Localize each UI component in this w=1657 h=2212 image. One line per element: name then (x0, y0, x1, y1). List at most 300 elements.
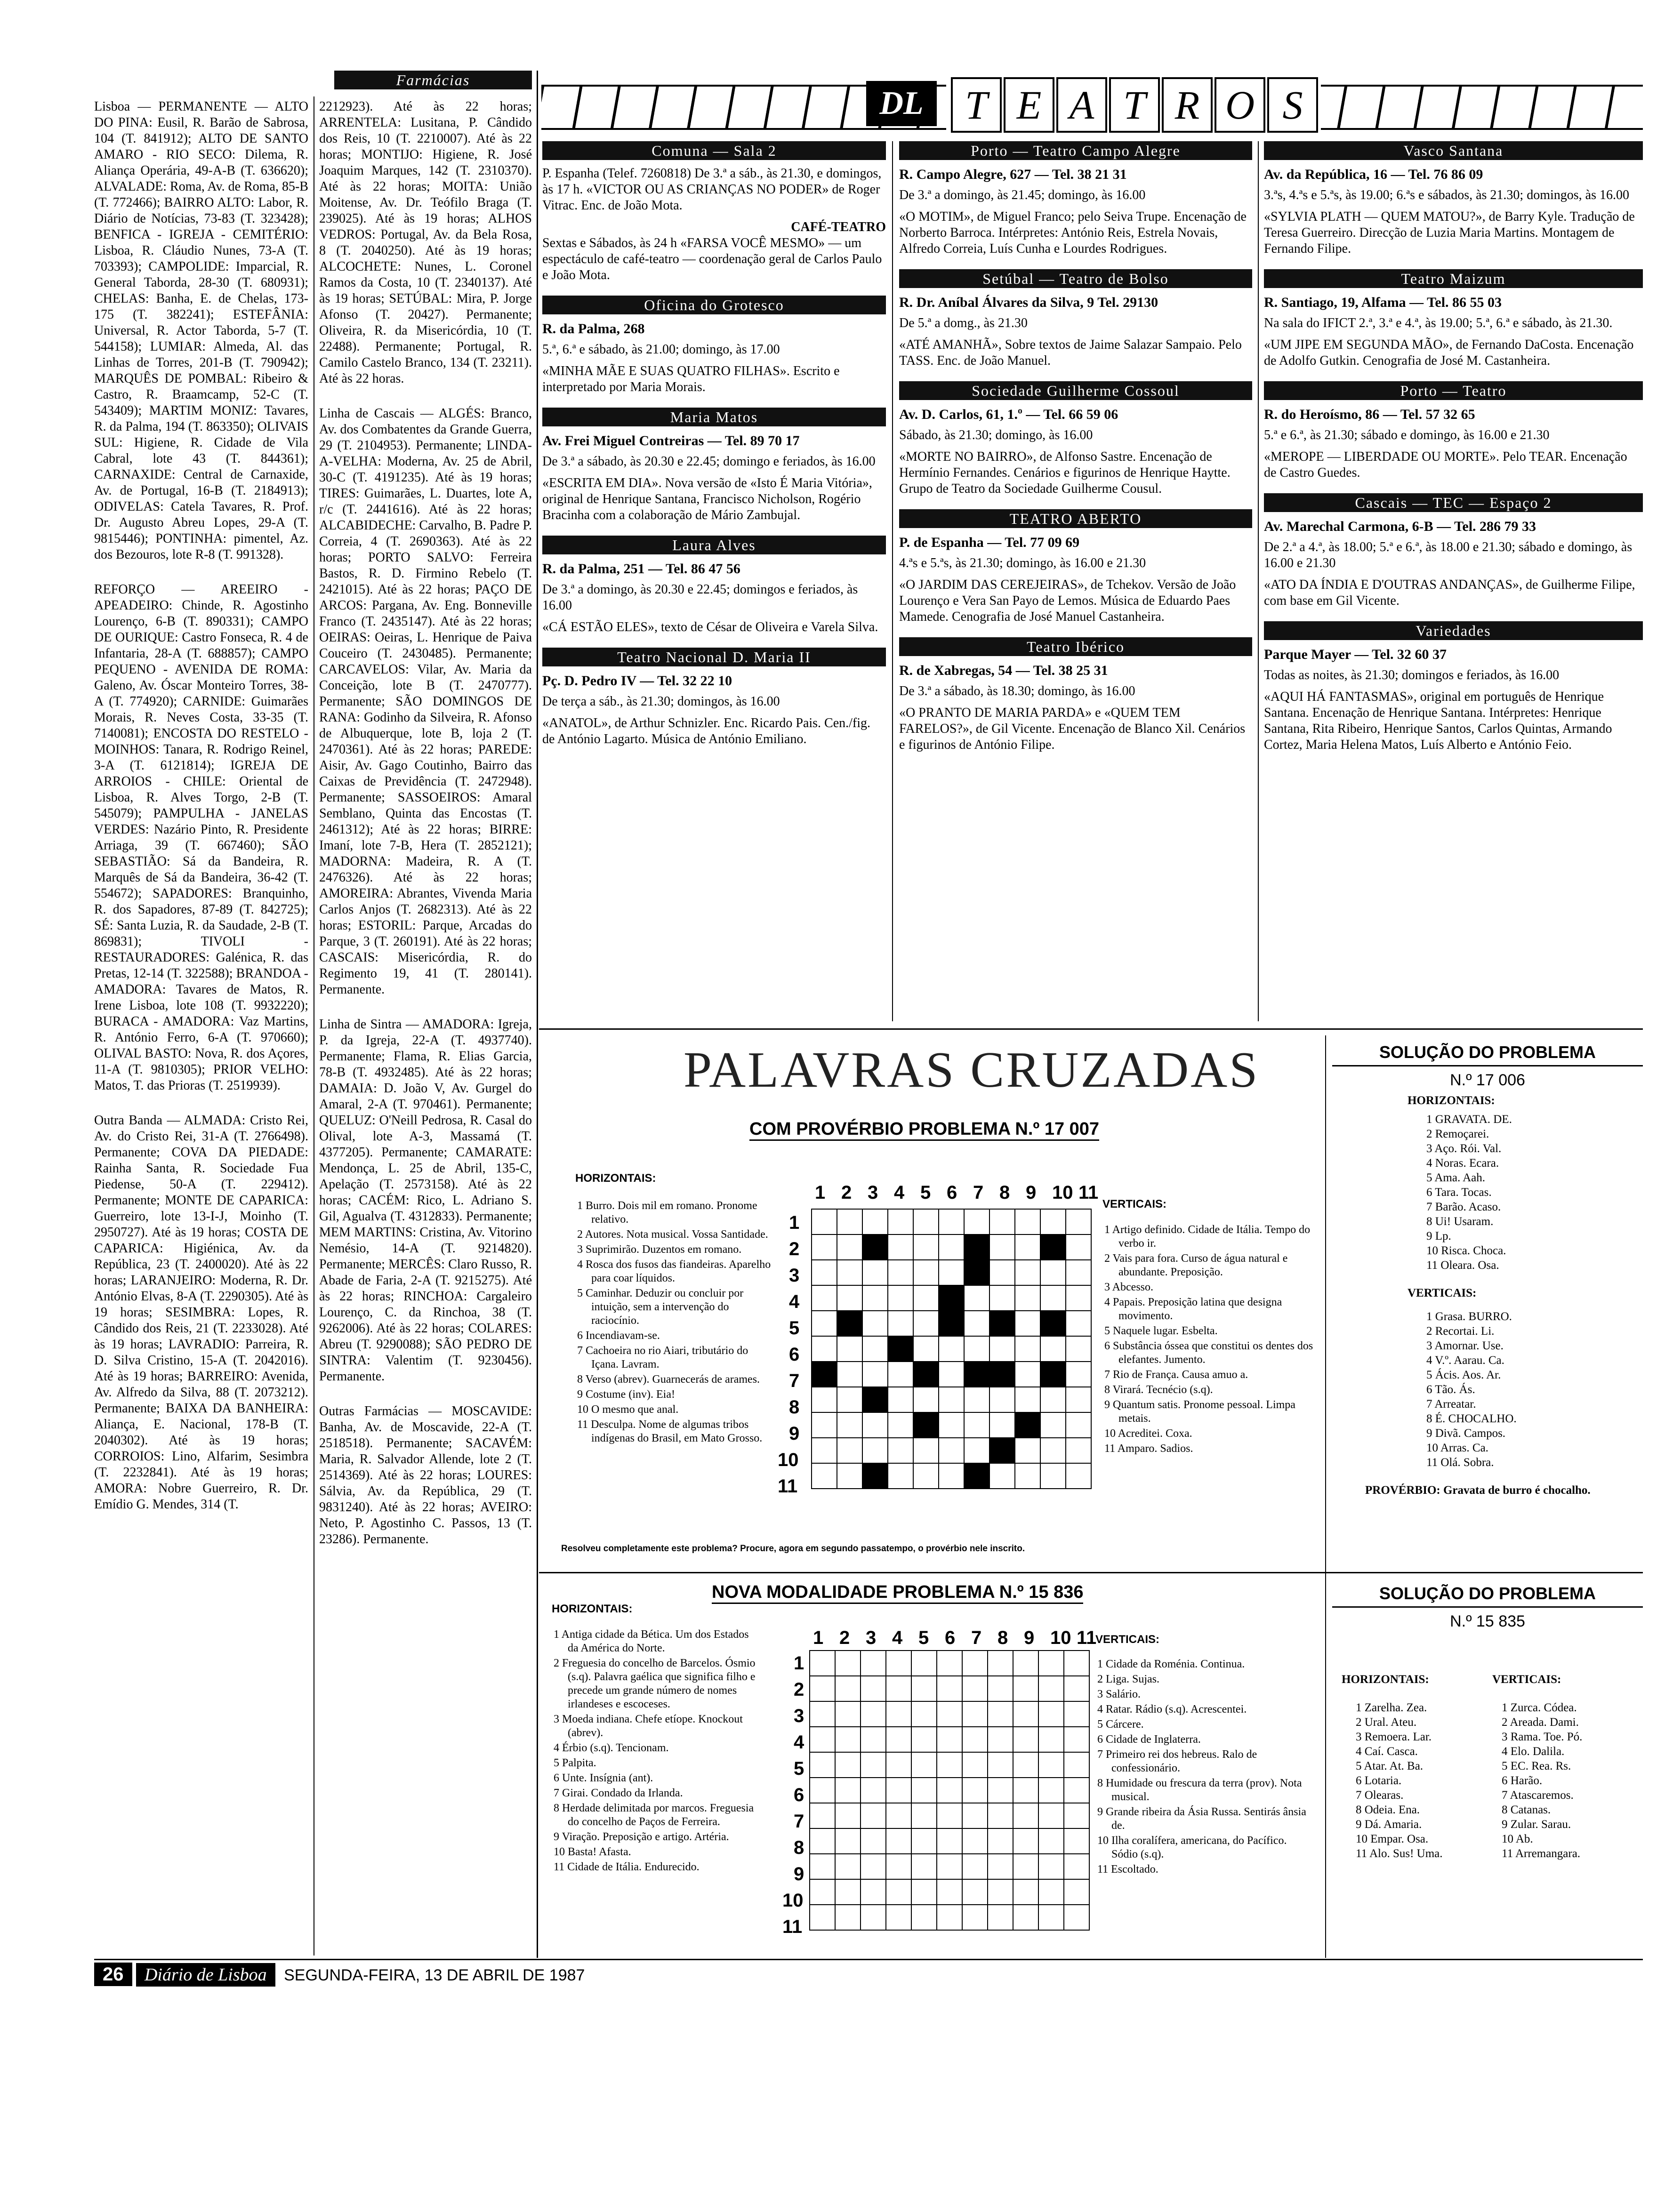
grid-cell[interactable] (886, 1701, 911, 1727)
grid-cell[interactable] (1066, 1336, 1091, 1362)
grid-cell[interactable] (1064, 1752, 1089, 1778)
grid-cell[interactable] (886, 1879, 911, 1905)
grid-cell[interactable] (1038, 1905, 1064, 1930)
grid-cell[interactable] (1064, 1803, 1089, 1828)
grid-cell[interactable] (911, 1752, 937, 1778)
grid-cell[interactable] (888, 1311, 913, 1336)
clue-item: 5 Ama. Aah. (1426, 1171, 1485, 1184)
grid-cell[interactable] (1064, 1651, 1089, 1676)
clue-item: 3 Suprimirão. Duzentos em romano. (577, 1243, 742, 1256)
grid-cell[interactable] (962, 1778, 988, 1803)
clue-item: 8 Ui! Usaram. (1426, 1215, 1494, 1228)
grid-cell[interactable] (835, 1879, 861, 1905)
grid-cell[interactable] (937, 1727, 962, 1752)
grid-cell[interactable] (911, 1651, 937, 1676)
grid-row (810, 1828, 1089, 1854)
grid-cell[interactable] (911, 1803, 937, 1828)
grid-cell[interactable] (962, 1651, 988, 1676)
grid-row (810, 1854, 1089, 1879)
grid-cell[interactable] (988, 1676, 1013, 1701)
grid-cell[interactable] (937, 1701, 962, 1727)
clue-item: 7 Barão. Acaso. (1426, 1201, 1501, 1213)
grid-cell[interactable] (913, 1387, 939, 1412)
theatre-play: «CÁ ESTÃO ELES», texto de César de Oliveira e Varela Silva. (542, 620, 878, 634)
grid-cell[interactable] (911, 1905, 937, 1930)
grid-cell[interactable] (888, 1234, 913, 1260)
grid-cell[interactable] (964, 1285, 989, 1311)
grid-cell[interactable] (962, 1727, 988, 1752)
clue-item: 8 É. CHOCALHO. (1426, 1412, 1517, 1425)
grid-cell[interactable] (939, 1362, 964, 1387)
grid-cell[interactable] (911, 1676, 937, 1701)
theatre-name: Sociedade Guilherme Cossoul (899, 381, 1252, 400)
grid-cell[interactable] (862, 1285, 888, 1311)
clue-item: 11 Olá. Sobra. (1426, 1456, 1494, 1469)
crossword1-grid[interactable] (811, 1209, 1092, 1489)
solution1-number: N.º 17 006 (1450, 1071, 1525, 1089)
farmacias-lisboa-reforco: REFORÇO — AREEIRO - APEADEIRO: Chinde, R. Agostinho Lourenço, 6-B (T. 890331); CAMPO DE OURIQUE: Castro Fonseca, R. 4 de Infantaria, 28-A (T. 688857); CAMPO PEQUENO - AVENIDA DE ROMA: Galeno, Av. Óscar Monteiro Torres, 38-A (T. 774920); CARNIDE: Guimarães Morais, R. Neves Costa, 33-35 (T. 7140081); ENCOSTA DO RESTELO - MOINHOS: Tanara, R. Rodrigo Reinel, 3-A (T. 6121814); IGREJA DE ARROIOS - CHILE: Oriental de Lisboa, R. Alves Torgo, 2-B (T. 545079); PAMPULHA - JANELAS VERDES: Nazário Pinto, R. Presidente Arriaga, 39 (T. 667460); SÃO SEBASTIÃO: Sá da Bandeira, R. Marquês de Sá da Bandeira, 36-42 (T. 554672); SAPADORES: Branquinho, R. dos Sapadores, 87-89 (T. 842725); SÉ: Santa Luzia, R. da Saudade, 2-B (T. 869831); TIVOLI - RESTAURADORES: Galénica, R. das Pretas, 12-14 (T. 322588); BRANDOA - AMADORA: Tavares de Matos, R. Irene Lisboa, lote 108 (T. 9932220); BURACA - AMADORA: Vaz Martins, R. António Ferro, 6-A (T. 970660); OLIVAL BASTO: Nova, R. dos Açores, 11-A (T. 9810305); PRIOR VELHO: Matos, T. das Prioras (T. 2519939). (94, 582, 308, 1093)
grid-cell[interactable] (812, 1260, 837, 1285)
grid-cell[interactable] (1015, 1209, 1040, 1234)
grid-cell[interactable] (937, 1651, 962, 1676)
grid-cell[interactable] (888, 1209, 913, 1234)
grid-cell[interactable] (835, 1828, 861, 1854)
theatre-play: «MINHA MÃE E SUAS QUATRO FILHAS». Escrito e interpretado por Maria Morais. (542, 364, 840, 394)
grid-cell[interactable] (911, 1727, 937, 1752)
grid-cell[interactable] (837, 1412, 862, 1438)
grid-cell[interactable] (1066, 1260, 1091, 1285)
grid-cell[interactable] (937, 1778, 962, 1803)
crossword1-horiz-label: HORIZONTAIS: (575, 1172, 656, 1185)
clue-item: 2 Liga. Sujas. (1097, 1673, 1159, 1685)
grid-cell[interactable] (937, 1854, 962, 1879)
grid-cell[interactable] (1013, 1879, 1038, 1905)
grid-cell[interactable] (1066, 1209, 1091, 1234)
clue-item: 9 Quantum satis. Pronome pessoal. Limpa metais. (1104, 1399, 1295, 1425)
grid-cell[interactable] (862, 1260, 888, 1285)
grid-cell[interactable] (1013, 1701, 1038, 1727)
grid-cell[interactable] (1066, 1387, 1091, 1412)
grid-cell[interactable] (837, 1463, 862, 1489)
grid-cell[interactable] (1013, 1752, 1038, 1778)
grid-cell[interactable] (812, 1234, 837, 1260)
grid-cell[interactable] (913, 1336, 939, 1362)
grid-cell[interactable] (862, 1336, 888, 1362)
grid-cell-black (1015, 1412, 1040, 1438)
grid-cell[interactable] (913, 1311, 939, 1336)
grid-cell[interactable] (964, 1209, 989, 1234)
grid-row-number: 11 (782, 1916, 803, 1937)
theatre-name: Vasco Santana (1264, 141, 1643, 160)
grid-cell[interactable] (835, 1905, 861, 1930)
teatros-divider-2 (1258, 141, 1259, 1021)
grid-cell[interactable] (937, 1879, 962, 1905)
grid-cell[interactable] (913, 1209, 939, 1234)
grid-cell[interactable] (939, 1209, 964, 1234)
grid-cell[interactable] (913, 1234, 939, 1260)
grid-cell[interactable] (1015, 1311, 1040, 1336)
grid-cell[interactable] (835, 1752, 861, 1778)
grid-row (812, 1336, 1091, 1362)
grid-cell[interactable] (862, 1209, 888, 1234)
grid-cell[interactable] (888, 1438, 913, 1463)
grid-cell[interactable] (862, 1412, 888, 1438)
grid-cell[interactable] (1064, 1854, 1089, 1879)
grid-cell[interactable] (812, 1438, 837, 1463)
grid-cell[interactable] (835, 1854, 861, 1879)
solution2-body (1332, 1631, 1643, 1913)
grid-cell[interactable] (1064, 1778, 1089, 1803)
clue-item: 9 Grande ribeira da Ásia Russa. Sentirás ânsia de. (1097, 1806, 1306, 1832)
grid-cell[interactable] (1040, 1209, 1066, 1234)
grid-cell[interactable] (835, 1651, 861, 1676)
grid-cell[interactable] (810, 1727, 835, 1752)
grid-cell[interactable] (962, 1905, 988, 1930)
grid-cell[interactable] (886, 1651, 911, 1676)
grid-cell[interactable] (988, 1854, 1013, 1879)
clue-item: 7 Arreatar. (1426, 1398, 1476, 1411)
grid-cell[interactable] (937, 1752, 962, 1778)
crossword-mid-rule (539, 1572, 1643, 1573)
grid-row-number: 2 (789, 1239, 800, 1259)
grid-cell[interactable] (989, 1285, 1015, 1311)
grid-cell[interactable] (1038, 1651, 1064, 1676)
grid-row (810, 1905, 1089, 1930)
grid-cell[interactable] (1038, 1778, 1064, 1803)
grid-cell[interactable] (964, 1412, 989, 1438)
grid-cell[interactable] (886, 1778, 911, 1803)
grid-cell[interactable] (989, 1209, 1015, 1234)
grid-col-number: 2 (841, 1182, 852, 1203)
grid-cell[interactable] (835, 1778, 861, 1803)
grid-cell[interactable] (1040, 1260, 1066, 1285)
grid-cell[interactable] (1038, 1701, 1064, 1727)
clue-item: 1 Cidade da Roménia. Continua. (1097, 1658, 1245, 1670)
grid-cell[interactable] (812, 1463, 837, 1489)
grid-cell[interactable] (962, 1828, 988, 1854)
grid-cell[interactable] (1013, 1651, 1038, 1676)
grid-cell[interactable] (1013, 1803, 1038, 1828)
clue-item: 8 Catanas. (1502, 1803, 1551, 1816)
grid-cell[interactable] (1038, 1879, 1064, 1905)
grid-cell[interactable] (962, 1701, 988, 1727)
grid-cell[interactable] (989, 1412, 1015, 1438)
grid-cell[interactable] (939, 1463, 964, 1489)
grid-cell[interactable] (862, 1362, 888, 1387)
clue-item: 9 Dá. Amaria. (1356, 1818, 1422, 1831)
grid-cell[interactable] (886, 1905, 911, 1930)
grid-cell[interactable] (861, 1905, 886, 1930)
grid-cell[interactable] (1064, 1701, 1089, 1727)
grid-cell[interactable] (1040, 1412, 1066, 1438)
clue-item: 10 O mesmo que anal. (577, 1403, 679, 1416)
grid-cell[interactable] (810, 1905, 835, 1930)
grid-cell[interactable] (937, 1828, 962, 1854)
grid-cell[interactable] (1040, 1387, 1066, 1412)
grid-cell[interactable] (1015, 1463, 1040, 1489)
teatros-banner (541, 71, 1643, 127)
grid-cell[interactable] (886, 1828, 911, 1854)
grid-cell[interactable] (861, 1727, 886, 1752)
grid-cell[interactable] (939, 1234, 964, 1260)
clue-item: 6 Tara. Tocas. (1426, 1186, 1492, 1199)
theatre-schedule: De 3.ª a sábado, às 18.30; domingo, às 16.00 (899, 684, 1135, 698)
grid-cell[interactable] (837, 1362, 862, 1387)
grid-cell[interactable] (1040, 1463, 1066, 1489)
grid-cell[interactable] (861, 1676, 886, 1701)
grid-cell[interactable] (861, 1854, 886, 1879)
grid-col-number: 5 (918, 1627, 929, 1648)
grid-cell[interactable] (861, 1778, 886, 1803)
clue-item: 5 Ácis. Aos. Ar. (1426, 1369, 1501, 1381)
grid-cell[interactable] (888, 1285, 913, 1311)
grid-cell[interactable] (1015, 1438, 1040, 1463)
grid-cell[interactable] (964, 1311, 989, 1336)
grid-cell[interactable] (939, 1260, 964, 1285)
grid-cell[interactable] (989, 1336, 1015, 1362)
grid-cell[interactable] (1040, 1285, 1066, 1311)
grid-cell[interactable] (939, 1412, 964, 1438)
clue-item: 8 Virará. Tecnécio (s.q). (1104, 1384, 1213, 1396)
grid-cell[interactable] (888, 1260, 913, 1285)
grid-row (812, 1311, 1091, 1336)
clue-item: 6 Unte. Insígnia (ant). (554, 1772, 653, 1784)
grid-cell[interactable] (937, 1905, 962, 1930)
grid-cell[interactable] (861, 1651, 886, 1676)
grid-cell[interactable] (1015, 1336, 1040, 1362)
grid-cell[interactable] (812, 1387, 837, 1412)
grid-cell[interactable] (988, 1879, 1013, 1905)
grid-col-number: 1 (813, 1627, 824, 1648)
grid-cell[interactable] (939, 1387, 964, 1412)
grid-cell[interactable] (835, 1701, 861, 1727)
crossword2-grid[interactable] (809, 1650, 1090, 1931)
grid-cell[interactable] (810, 1879, 835, 1905)
grid-cell[interactable] (911, 1701, 937, 1727)
grid-cell[interactable] (810, 1778, 835, 1803)
grid-cell[interactable] (964, 1336, 989, 1362)
grid-cell[interactable] (886, 1854, 911, 1879)
grid-cell[interactable] (937, 1676, 962, 1701)
grid-cell[interactable] (810, 1828, 835, 1854)
grid-cell[interactable] (812, 1285, 837, 1311)
grid-cell[interactable] (988, 1651, 1013, 1676)
grid-cell[interactable] (862, 1311, 888, 1336)
theatre-listing (1264, 493, 1643, 609)
grid-cell[interactable] (1038, 1803, 1064, 1828)
clue-item: 4 Rosca dos fusos das fiandeiras. Aparelho para coar líquidos. (577, 1258, 771, 1284)
grid-row-number: 1 (794, 1653, 804, 1674)
teatros-letter: E (1004, 77, 1054, 133)
grid-row (812, 1234, 1091, 1260)
grid-cell[interactable] (1066, 1362, 1091, 1387)
grid-cell[interactable] (911, 1778, 937, 1803)
grid-cell[interactable] (835, 1803, 861, 1828)
grid-cell[interactable] (988, 1905, 1013, 1930)
grid-cell[interactable] (837, 1387, 862, 1412)
grid-cell[interactable] (810, 1651, 835, 1676)
grid-cell[interactable] (812, 1311, 837, 1336)
grid-cell[interactable] (989, 1387, 1015, 1412)
grid-cell[interactable] (812, 1209, 837, 1234)
grid-cell[interactable] (861, 1828, 886, 1854)
grid-cell[interactable] (861, 1752, 886, 1778)
theatre-address: Parque Mayer — Tel. 32 60 37 (1264, 647, 1447, 662)
grid-cell[interactable] (962, 1854, 988, 1879)
crossword2-horiz-list (552, 1628, 759, 1874)
grid-cell[interactable] (1038, 1727, 1064, 1752)
grid-cell[interactable] (810, 1803, 835, 1828)
grid-cell[interactable] (1015, 1234, 1040, 1260)
theatre-schedule: De 3.ª a domingo, às 21.45; domingo, às 16.00 (899, 188, 1146, 202)
grid-cell[interactable] (1013, 1828, 1038, 1854)
grid-cell[interactable] (888, 1463, 913, 1489)
grid-cell-black (1040, 1234, 1066, 1260)
grid-cell[interactable] (911, 1828, 937, 1854)
grid-cell[interactable] (1038, 1752, 1064, 1778)
theatre-listing (899, 269, 1252, 369)
theatre-address: R. Campo Alegre, 627 — Tel. 38 21 31 (899, 167, 1127, 182)
grid-cell[interactable] (1038, 1854, 1064, 1879)
grid-row-number: 4 (794, 1732, 804, 1753)
grid-cell[interactable] (964, 1387, 989, 1412)
clue-item: 4 Caí. Casca. (1356, 1745, 1418, 1758)
grid-cell[interactable] (939, 1438, 964, 1463)
grid-cell[interactable] (1038, 1676, 1064, 1701)
clue-item: 9 Viração. Preposição e artigo. Artéria. (554, 1831, 729, 1843)
grid-cell[interactable] (837, 1260, 862, 1285)
grid-cell[interactable] (962, 1752, 988, 1778)
grid-cell[interactable] (1064, 1828, 1089, 1854)
grid-cell[interactable] (913, 1285, 939, 1311)
grid-cell[interactable] (913, 1438, 939, 1463)
grid-cell[interactable] (835, 1727, 861, 1752)
grid-cell[interactable] (862, 1438, 888, 1463)
grid-cell[interactable] (1013, 1905, 1038, 1930)
grid-cell[interactable] (962, 1676, 988, 1701)
theatre-schedule: De 2.ª a 4.ª, às 18.00; 5.ª e 6.ª, às 18.00 e 21.30; sábado e domingo, às 16.00 e 21.30 (1264, 540, 1633, 570)
grid-cell[interactable] (812, 1336, 837, 1362)
grid-cell[interactable] (810, 1752, 835, 1778)
page-footer (94, 1963, 585, 1987)
grid-cell[interactable] (1013, 1676, 1038, 1701)
grid-cell[interactable] (1064, 1905, 1089, 1930)
grid-cell[interactable] (913, 1260, 939, 1285)
theatre-schedule: De 3.ª a domingo, às 20.30 e 22.45; domingos e feriados, às 16.00 (542, 582, 858, 613)
grid-cell[interactable] (886, 1803, 911, 1828)
grid-cell[interactable] (962, 1879, 988, 1905)
clue-item: 3 Remoera. Lar. (1356, 1731, 1432, 1743)
grid-cell[interactable] (1015, 1387, 1040, 1412)
grid-cell[interactable] (1066, 1285, 1091, 1311)
grid-cell[interactable] (1066, 1463, 1091, 1489)
theatre-listing (542, 408, 886, 523)
grid-cell[interactable] (888, 1387, 913, 1412)
grid-cell[interactable] (937, 1803, 962, 1828)
grid-cell[interactable] (911, 1854, 937, 1879)
grid-cell[interactable] (861, 1879, 886, 1905)
grid-cell[interactable] (913, 1463, 939, 1489)
grid-cell[interactable] (837, 1209, 862, 1234)
grid-cell[interactable] (1040, 1438, 1066, 1463)
grid-cell[interactable] (812, 1412, 837, 1438)
grid-cell[interactable] (988, 1803, 1013, 1828)
grid-cell[interactable] (1040, 1336, 1066, 1362)
grid-row (810, 1676, 1089, 1701)
solution2-vert-col (1492, 1673, 1638, 1861)
grid-cell[interactable] (837, 1285, 862, 1311)
grid-cell[interactable] (888, 1412, 913, 1438)
theatre-address: P. de Espanha — Tel. 77 09 69 (899, 535, 1080, 550)
clue-item: 8 Humidade ou frescura da terra (prov). Nota musical. (1097, 1777, 1302, 1803)
grid-cell[interactable] (989, 1234, 1015, 1260)
grid-cell[interactable] (835, 1676, 861, 1701)
grid-cell-black (862, 1387, 888, 1412)
theatre-name: Laura Alves (542, 536, 886, 554)
grid-cell[interactable] (1013, 1778, 1038, 1803)
grid-cell[interactable] (837, 1234, 862, 1260)
grid-cell[interactable] (888, 1362, 913, 1387)
grid-cell[interactable] (939, 1336, 964, 1362)
clue-item: 8 Herdade delimitada por marcos. Freguesia do concelho de Paços de Ferreira. (554, 1802, 754, 1828)
grid-cell[interactable] (1066, 1311, 1091, 1336)
clue-item: 6 Tão. Ás. (1426, 1383, 1475, 1396)
grid-cell[interactable] (1038, 1828, 1064, 1854)
grid-cell[interactable] (1066, 1234, 1091, 1260)
crossword1-subtitle: COM PROVÉRBIO PROBLEMA N.º 17 007 (749, 1119, 1099, 1141)
grid-cell[interactable] (988, 1727, 1013, 1752)
grid-cell[interactable] (886, 1676, 911, 1701)
clue-item: 11 Escoltado. (1097, 1863, 1158, 1875)
grid-cell[interactable] (962, 1803, 988, 1828)
grid-cell[interactable] (1066, 1438, 1091, 1463)
teatros-letter: A (1056, 77, 1107, 133)
grid-cell[interactable] (1015, 1285, 1040, 1311)
grid-cell[interactable] (1015, 1362, 1040, 1387)
grid-cell[interactable] (988, 1828, 1013, 1854)
grid-cell-black (862, 1463, 888, 1489)
grid-cell[interactable] (861, 1701, 886, 1727)
grid-cell[interactable] (861, 1803, 886, 1828)
grid-cell[interactable] (989, 1260, 1015, 1285)
grid-cell[interactable] (911, 1879, 937, 1905)
grid-cell[interactable] (988, 1778, 1013, 1803)
grid-cell[interactable] (1015, 1260, 1040, 1285)
clue-item: 3 Aço. Rói. Val. (1426, 1142, 1502, 1155)
grid-cell[interactable] (810, 1701, 835, 1727)
grid-cell[interactable] (837, 1438, 862, 1463)
crossword2-verticais (1095, 1633, 1312, 1878)
grid-cell[interactable] (988, 1752, 1013, 1778)
grid-cell[interactable] (989, 1463, 1015, 1489)
grid-cell[interactable] (810, 1854, 835, 1879)
grid-cell[interactable] (1064, 1676, 1089, 1701)
grid-cell[interactable] (1066, 1412, 1091, 1438)
grid-cell[interactable] (886, 1752, 911, 1778)
grid-cell[interactable] (1064, 1879, 1089, 1905)
clue-item: 3 Moeda indiana. Chefe etíope. Knockout (abrev). (554, 1713, 743, 1739)
farmacias-lisboa-permanente: Lisboa — PERMANENTE — ALTO DO PINA: Eusil, R. Barão de Sabrosa, 104 (T. 841912); ALTO DE SANTO AMARO - RIO SECO: Dilema, R. Aliança Operária, 49-A-B (T. 636620); ALVALADE: Roma, Av. de Roma, 85-B (T. 772466); BAIRRO ALTO: Labor, R. Diário de Notícias, 73-83 (T. 323428); BENFICA - IGREJA - CEMITÉRIO: Lisboa, R. Cláudio Nunes, 73-A (T. 703393); CAMPOLIDE: Imparcial, R. General Taborda, 28-30 (T. 680931); CHELAS: Banha, E. de Chelas, 173-175 (T. 382241); ESTEFÂNIA: Universal, R. Actor Taborda, 5-7 (T. 544158); LUMIAR: Almeda, Al. das Linhas de Torres, 201-B (T. 790942); MARQUÊS DE POMBAL: Ribeiro & Castro, R. Braamcamp, 52-C (T. 543409); MARTIM MONIZ: Tavares, R. da Palma, 194 (T. 863350); OLIVAIS SUL: Higiene, R. Cidade de Vila Cabral, lote 43 (T. 844361); CARNAXIDE: Central de Carnaxide, Av. de Portugal, 16-B (T. 2184913); ODIVELAS: Catela Tavares, R. Prof. Dr. Augusto Abreu Lopes, 29-A (T. 9815446); PONTINHA: pimentel, Az. dos Bezouros, lote R-8 (T. 991328). (94, 99, 308, 562)
grid-cell[interactable] (810, 1676, 835, 1701)
grid-cell[interactable] (1064, 1727, 1089, 1752)
grid-cell[interactable] (886, 1727, 911, 1752)
grid-cell[interactable] (988, 1701, 1013, 1727)
grid-cell[interactable] (964, 1438, 989, 1463)
grid-cell[interactable] (837, 1336, 862, 1362)
theatre-address: Av. Frei Miguel Contreiras — Tel. 89 70 17 (542, 433, 800, 449)
grid-cell[interactable] (1013, 1854, 1038, 1879)
grid-cell[interactable] (1013, 1727, 1038, 1752)
